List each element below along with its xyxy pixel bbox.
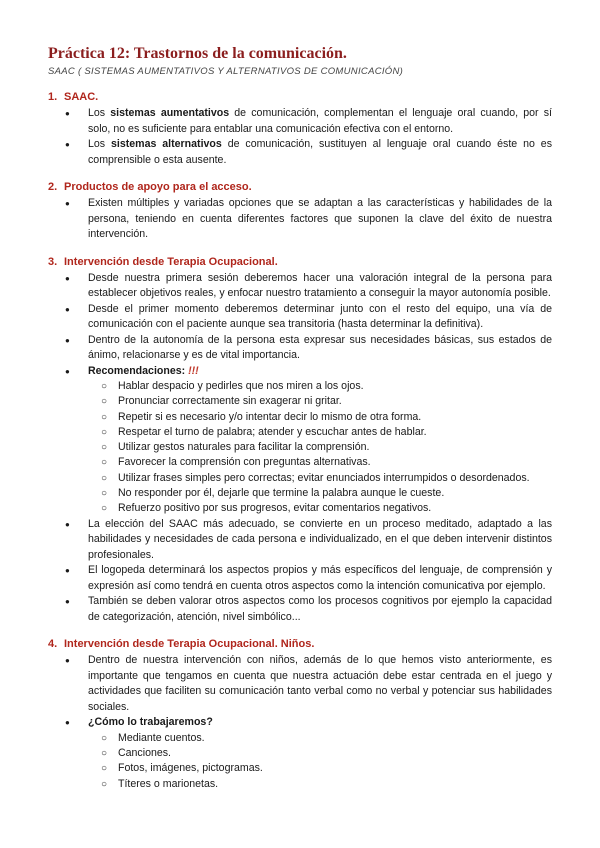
sub-list-item: ○ Canciones. bbox=[118, 746, 552, 761]
list-item-como-trabajaremos bbox=[81, 715, 552, 792]
section-heading bbox=[48, 90, 552, 105]
section-title: Intervención desde Terapia Ocupacional. Niños. bbox=[64, 638, 315, 651]
bullet-list bbox=[81, 653, 552, 792]
text-run: Los bbox=[88, 107, 111, 119]
sub-list-item: ○ Pronunciar correctamente sin exagerar ni gritar. bbox=[118, 394, 552, 409]
section-heading bbox=[48, 255, 552, 270]
section-intervencion-to bbox=[48, 255, 552, 626]
section-number: 4. bbox=[48, 638, 58, 651]
list-item: ● Dentro de la autonomía de la persona esta expresar sus necesidades básicas, sus estados de ánimo, relacionarse y es de vital importancia. bbox=[81, 333, 552, 364]
list-item bbox=[81, 137, 552, 168]
section-intervencion-ninos bbox=[48, 637, 552, 792]
sub-list-item: ○ Hablar despacio y pedirles que nos miren a los ojos. bbox=[118, 379, 552, 394]
bullet-list bbox=[81, 106, 552, 168]
text-run: Los bbox=[88, 138, 112, 150]
sub-list bbox=[118, 379, 552, 517]
bold-term: ¿Cómo lo trabajaremos? bbox=[88, 716, 213, 729]
bullet-list bbox=[81, 196, 552, 243]
sub-list bbox=[118, 731, 552, 792]
emphasis-mark: !!! bbox=[185, 364, 199, 377]
section-heading bbox=[48, 180, 552, 195]
document-title: Práctica 12: Trastornos de la comunicación. bbox=[48, 45, 347, 62]
sub-list-item: ○ Favorecer la comprensión con preguntas alternativas. bbox=[118, 455, 552, 470]
section-number: 2. bbox=[48, 181, 58, 193]
text-run: de comunicación, sustituyen al lenguaje oral cuando éste no es comprensible o esta ausente. bbox=[88, 138, 552, 166]
section-saac bbox=[48, 90, 552, 168]
sub-list-item: ○ Repetir si es necesario y/o intentar decir lo mismo de otra forma. bbox=[118, 410, 552, 425]
list-item: ● El logopeda determinará los aspectos propios y más específicos del lenguaje, de comprensión y expresión así como tendrá en cuenta otros aspectos como la intención comunicativa por ejemplo. bbox=[81, 563, 552, 594]
list-item: ● Desde nuestra primera sesión deberemos hacer una valoración integral de la persona para establecer objetivos reales, y enfocar nuestro tratamiento a conseguir la mayor autonomía posible. bbox=[81, 271, 552, 302]
document-subtitle: SAAC ( SISTEMAS AUMENTATIVOS Y ALTERNATIVOS DE COMUNICACIÓN) bbox=[48, 66, 404, 77]
list-item: ● Existen múltiples y variadas opciones que se adaptan a las características y habilidades de la persona, teniendo en cuenta diferentes factores que suponen la clave del éxito de nuestra intervención. bbox=[81, 196, 552, 243]
sub-list-item: ○ Mediante cuentos. bbox=[118, 731, 552, 746]
sub-list-item: ○ Utilizar gestos naturales para facilitar la comprensión. bbox=[118, 440, 552, 455]
section-title: Productos de apoyo para el acceso. bbox=[64, 181, 252, 193]
sub-list-item: ○ Títeres o marionetas. bbox=[118, 777, 552, 792]
section-productos-apoyo bbox=[48, 180, 552, 243]
list-item bbox=[81, 106, 552, 137]
list-item: ● Desde el primer momento deberemos determinar junto con el resto del equipo, una vía de comunicación con el paciente aunque sea transitoria (hasta determinar la definitiva). bbox=[81, 302, 552, 333]
sub-list-item: ○ Respetar el turno de palabra; atender y escuchar antes de hablar. bbox=[118, 425, 552, 440]
list-item: ● La elección del SAAC más adecuado, se convierte en un proceso meditado, adaptado a las habilidades y necesidades de cada persona e individualizado, en el que deben intervenir distintos profesionales. bbox=[81, 517, 552, 564]
section-title: Intervención desde Terapia Ocupacional. bbox=[64, 255, 278, 268]
text-run: de comunicación, complementan el lenguaje oral cuando, por sí solo, no es suficiente para entablar una comunicación efectiva con el entorno. bbox=[88, 107, 552, 135]
section-number: 1. bbox=[48, 91, 58, 103]
sub-list-item: ○ No responder por él, dejarle que termine la palabra aunque le cueste. bbox=[118, 486, 552, 501]
section-number: 3. bbox=[48, 255, 58, 268]
sub-list-item: ○ Utilizar frases simples pero correctas; evitar enunciados interrumpidos o desordenados. bbox=[118, 471, 552, 486]
bold-term: sistemas aumentativos bbox=[110, 107, 230, 119]
list-item-recomendaciones bbox=[81, 364, 552, 517]
list-item: ● También se deben valorar otros aspectos como los procesos cognitivos por ejemplo la capacidad de categorización, atención, nivel simbólico... bbox=[81, 594, 552, 625]
sub-list-item: ○ Refuerzo positivo por sus progresos, evitar comentarios negativos. bbox=[118, 501, 552, 516]
sub-list-item: ○ Fotos, imágenes, pictogramas. bbox=[118, 761, 552, 776]
bullet-list bbox=[81, 271, 552, 626]
bold-term: sistemas alternativos bbox=[111, 138, 222, 150]
list-item: ● Dentro de nuestra intervención con niños, además de lo que hemos visto anteriormente, es importante que tengamos en cuenta que nuestra actuación debe estar centrada en el juego y actividades que faciliten su comunicación tanto verbal como no verbal y potenciar sus habilidades sociales. bbox=[81, 653, 552, 715]
section-heading bbox=[48, 637, 552, 652]
bold-term: Recomendaciones: bbox=[88, 364, 186, 377]
section-title: SAAC. bbox=[64, 91, 99, 103]
